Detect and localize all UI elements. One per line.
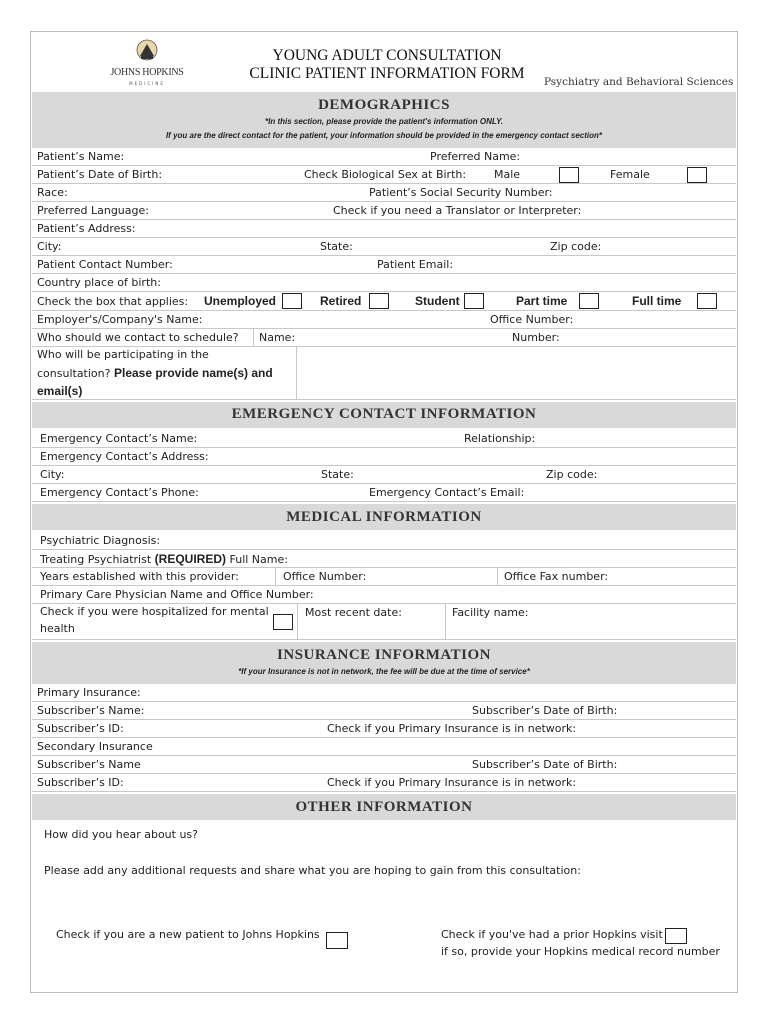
who-schedule-label: Who should we contact to schedule? (37, 331, 239, 344)
employer-label: Employer's/Company's Name: (37, 313, 203, 326)
address-label: Patient’s Address: (37, 222, 136, 235)
row-psychiatrist (32, 550, 736, 568)
student-checkbox[interactable] (464, 293, 484, 309)
divider (275, 568, 276, 585)
check-applies-label: Check the box that applies: (37, 295, 189, 308)
patient-name-label: Patient’s Name: (37, 150, 125, 163)
medical-header (32, 504, 736, 530)
hospitalized-line-1: Check if you were hospitalized for mental (40, 605, 269, 618)
translator-label: Check if you need a Translator or Interpreter: (333, 204, 582, 217)
section-title: EMERGENCY CONTACT INFORMATION (231, 406, 537, 422)
row-birthplace (32, 274, 736, 292)
network-check-2-label: Check if you Primary Insurance is in network: (327, 776, 577, 789)
record-number-label: if so, provide your Hopkins medical record number (441, 945, 720, 958)
male-label: Male (494, 168, 521, 181)
row-language (32, 202, 736, 220)
row-address (32, 220, 736, 238)
primary-label: Primary Insurance: (37, 686, 141, 699)
part-time-checkbox[interactable] (579, 293, 599, 309)
logo-text: JOHNS HOPKINS (110, 67, 184, 78)
participating-bold-1: Please provide name(s) and (113, 366, 273, 380)
row-dob (32, 166, 736, 184)
email-label: Patient Email: (377, 258, 454, 271)
row-patient-name (32, 148, 736, 166)
psychiatrist-pre: Treating Psychiatrist (40, 553, 152, 566)
em-name-label: Emergency Contact’s Name: (40, 432, 198, 445)
section-title: OTHER INFORMATION (295, 799, 473, 815)
insurance-header (32, 642, 736, 684)
row-sub-id (32, 720, 736, 738)
contact-number-label: Patient Contact Number: (37, 258, 173, 271)
participating-line-2 (37, 365, 273, 382)
row-em-name (32, 430, 736, 448)
title-line-1: YOUNG ADULT CONSULTATION (272, 47, 502, 64)
logo-sub: MEDICINE (129, 81, 165, 86)
psychiatrist-required: (REQUIRED) (154, 552, 226, 566)
psychiatrist-label (40, 551, 288, 568)
participating-line-1: Who will be participating in the (37, 348, 209, 361)
hear-about-label: How did you hear about us? (44, 828, 198, 841)
divider (445, 604, 446, 639)
office-fax-label: Office Fax number: (504, 570, 609, 583)
schedule-number-label: Number: (512, 331, 560, 344)
row-participating (32, 347, 736, 400)
em-phone-label: Emergency Contact’s Phone: (40, 486, 199, 499)
other-header (32, 794, 736, 820)
em-city-label: City: (40, 468, 65, 481)
female-checkbox[interactable] (687, 167, 707, 183)
dob-label: Patient’s Date of Birth: (37, 168, 163, 181)
row-pcp (32, 586, 736, 604)
psychiatrist-post: Full Name: (229, 553, 288, 566)
state-label: State: (320, 240, 353, 253)
row-diagnosis (32, 532, 736, 550)
medical-office-number-label: Office Number: (283, 570, 367, 583)
race-label: Race: (37, 186, 68, 199)
city-label: City: (37, 240, 62, 253)
full-time-label: Full time (632, 294, 682, 308)
demographics-note-2: If you are the direct contact for the patient, your information should be provided in the emergency contact section* (165, 131, 603, 140)
row-primary (32, 684, 736, 702)
divider (253, 329, 254, 346)
participating-bold-2: email(s) (37, 384, 83, 398)
subscriber-id-2-label: Subscriber’s ID: (37, 776, 124, 789)
subscriber-name-label: Subscriber’s Name: (37, 704, 145, 717)
birthplace-label: Country place of birth: (37, 276, 161, 289)
section-title: MEDICAL INFORMATION (286, 509, 482, 525)
row-contact-number (32, 256, 736, 274)
emergency-header (32, 402, 736, 428)
relationship-label: Relationship: (464, 432, 536, 445)
row-secondary (32, 738, 736, 756)
row-sub-id-2 (32, 774, 736, 792)
department-label: Psychiatry and Behavioral Sciences (544, 76, 734, 88)
subscriber-id-label: Subscriber’s ID: (37, 722, 124, 735)
subscriber-name-2-label: Subscriber’s Name (37, 758, 141, 771)
new-patient-checkbox[interactable] (326, 932, 348, 949)
ssn-label: Patient’s Social Security Number: (369, 186, 553, 199)
row-hospitalized (32, 604, 736, 640)
em-zip-label: Zip code: (546, 468, 598, 481)
row-race (32, 184, 736, 202)
office-number-label: Office Number: (490, 313, 574, 326)
unemployed-label: Unemployed (204, 294, 277, 308)
em-email-label: Emergency Contact’s Email: (369, 486, 525, 499)
recent-date-label: Most recent date: (305, 606, 402, 619)
row-em-address (32, 448, 736, 466)
johns-hopkins-logo (105, 38, 189, 90)
prior-visit-label: Check if you've had a prior Hopkins visit (441, 928, 663, 941)
row-sub-name-2 (32, 756, 736, 774)
hospitalized-line-2: health (40, 622, 75, 635)
row-city (32, 238, 736, 256)
secondary-label: Secondary Insurance (37, 740, 153, 753)
sex-check-label: Check Biological Sex at Birth: (304, 168, 467, 181)
zip-label: Zip code: (550, 240, 602, 253)
subscriber-dob-2-label: Subscriber’s Date of Birth: (472, 758, 618, 771)
retired-label: Retired (320, 294, 362, 308)
language-label: Preferred Language: (37, 204, 149, 217)
demographics-note-1: *In this section, please provide the patient's information ONLY. (265, 117, 503, 126)
title-line-2: CLINIC PATIENT INFORMATION FORM (249, 65, 525, 82)
row-em-phone (32, 484, 736, 502)
dome-icon (105, 38, 189, 68)
form-title (222, 47, 552, 83)
hospitalized-checkbox[interactable] (273, 614, 293, 630)
section-title: INSURANCE INFORMATION (277, 647, 491, 663)
subscriber-dob-label: Subscriber’s Date of Birth: (472, 704, 618, 717)
retired-checkbox[interactable] (369, 293, 389, 309)
new-patient-label: Check if you are a new patient to Johns Hopkins (56, 928, 320, 941)
facility-label: Facility name: (452, 606, 529, 619)
unemployed-checkbox[interactable] (282, 293, 302, 309)
female-label: Female (610, 168, 650, 181)
male-checkbox[interactable] (559, 167, 579, 183)
requests-label: Please add any additional requests and share what you are hoping to gain from this consultation: (44, 864, 581, 877)
full-time-checkbox[interactable] (697, 293, 717, 309)
row-schedule (32, 329, 736, 347)
schedule-name-label: Name: (259, 331, 296, 344)
part-time-label: Part time (516, 294, 568, 308)
network-check-label: Check if you Primary Insurance is in network: (327, 722, 577, 735)
row-sub-name (32, 702, 736, 720)
insurance-note: *If your Insurance is not in network, the fee will be due at the time of service* (238, 667, 530, 676)
student-label: Student (415, 294, 460, 308)
row-employment (32, 292, 736, 311)
demographics-header (32, 92, 736, 148)
divider (297, 604, 298, 639)
row-employer (32, 311, 736, 329)
prior-visit-checkbox[interactable] (665, 928, 687, 944)
em-state-label: State: (321, 468, 354, 481)
divider (497, 568, 498, 585)
row-em-city (32, 466, 736, 484)
section-title: DEMOGRAPHICS (318, 97, 450, 113)
pcp-label: Primary Care Physician Name and Office Number: (40, 588, 314, 601)
row-years (32, 568, 736, 586)
participating-question: consultation? (37, 367, 111, 380)
diagnosis-label: Psychiatric Diagnosis: (40, 534, 161, 547)
years-label: Years established with this provider: (40, 570, 239, 583)
divider (296, 347, 297, 399)
em-address-label: Emergency Contact’s Address: (40, 450, 209, 463)
preferred-name-label: Preferred Name: (430, 150, 521, 163)
